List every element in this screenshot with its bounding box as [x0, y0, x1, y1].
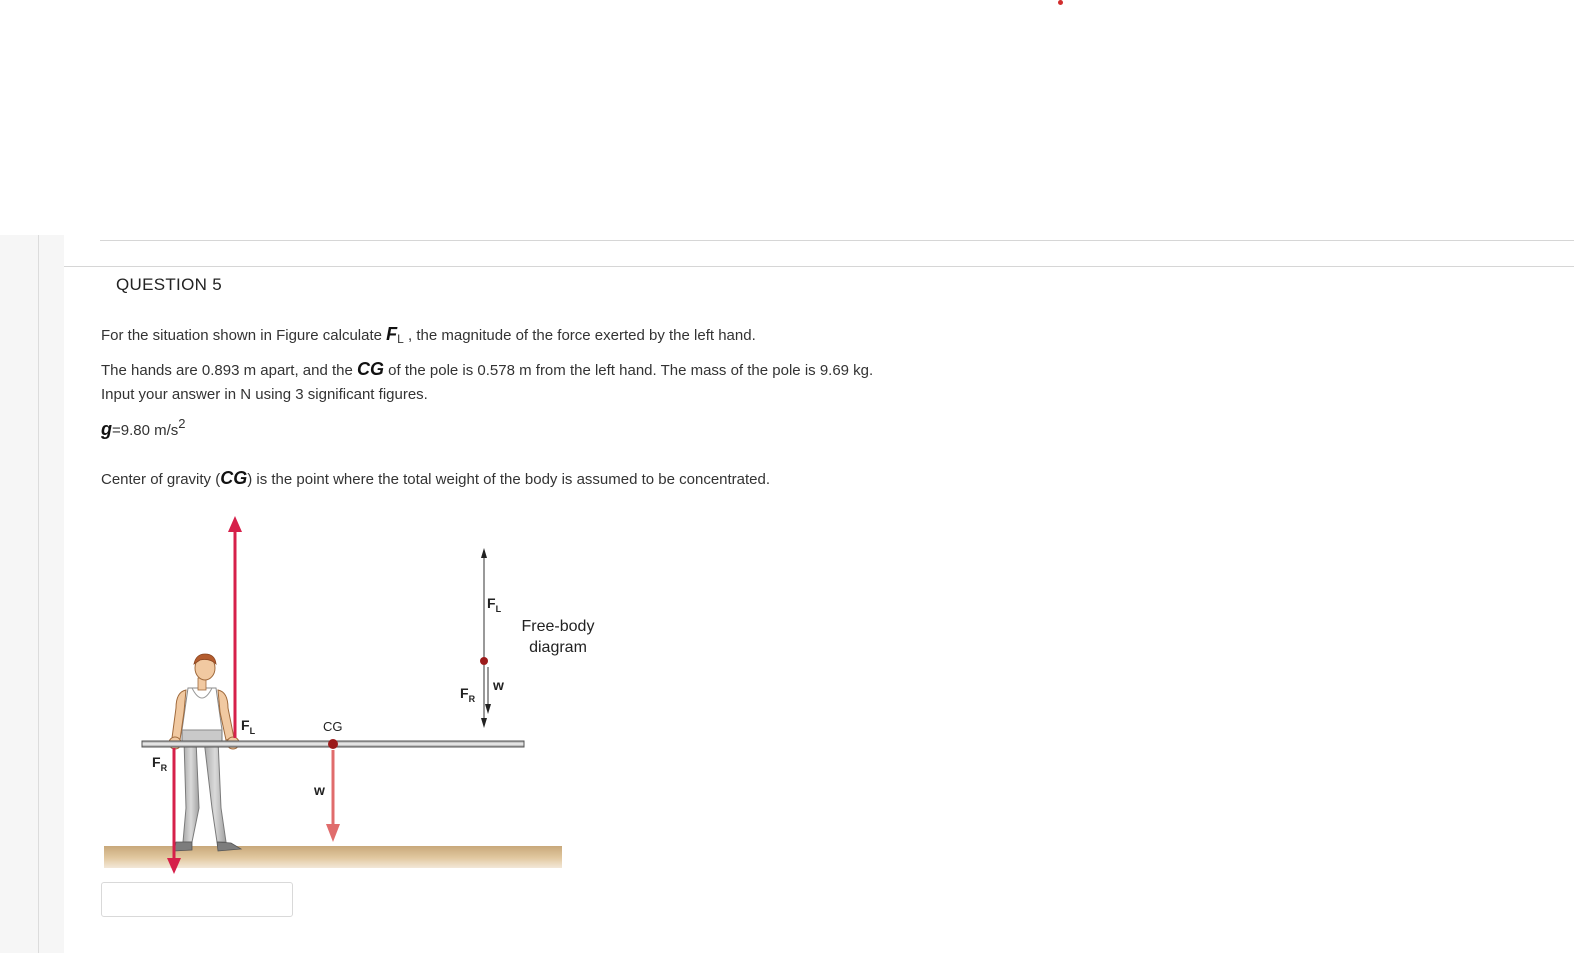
text: For the situation shown in Figure calculate [101, 327, 387, 344]
cg-label: CG [323, 719, 343, 734]
gravity-constant [101, 416, 186, 440]
text: ) is the point where the total weight of the body is assumed to be concentrated. [247, 471, 771, 488]
fbd-w-label: w [493, 677, 504, 693]
fr-label: $F_R$ [152, 754, 168, 773]
fl-label: $F_L$ [241, 717, 256, 736]
physics-figure [100, 512, 595, 874]
weight-arrowhead [326, 824, 340, 842]
red-indicator-dot [1058, 0, 1063, 5]
answer-input[interactable] [101, 882, 293, 917]
text: The hands are 0.893 m apart, and the [101, 362, 358, 379]
cg-dot [328, 739, 338, 749]
w-label: w [314, 782, 325, 798]
cg-definition [101, 468, 770, 489]
question-line-1 [101, 324, 756, 346]
person-figure [169, 654, 241, 851]
question-line-3: Input your answer in N using 3 significant figures. [101, 386, 428, 403]
cg-symbol: CG [357, 359, 385, 379]
free-body-diagram [460, 548, 594, 728]
left-gutter-inner [39, 235, 64, 953]
fl-symbol: F [386, 324, 398, 344]
g-value: =9.80 m/s [112, 422, 179, 439]
fbd-caption-2: diagram [529, 639, 587, 656]
left-gutter [0, 235, 39, 953]
fbd-caption-1: Free-body [521, 618, 595, 635]
fl-subscript: L [397, 332, 404, 346]
g-exponent: 2 [178, 416, 186, 431]
cg-symbol-definition: CG [220, 468, 248, 488]
fbd-fr-label: $F_R$ [460, 685, 476, 704]
fbd-fl-label: $F_L$ [487, 595, 502, 614]
text: of the pole is 0.578 m from the left hand. The mass of the pole is 9.69 kg. [384, 362, 874, 379]
question-line-2 [101, 359, 873, 380]
top-divider [100, 240, 1574, 241]
question-title: QUESTION 5 [116, 275, 222, 294]
question-divider [64, 266, 1574, 267]
text: Center of gravity ( [101, 471, 221, 488]
fl-arrowhead [228, 516, 242, 532]
g-symbol: g [101, 419, 112, 439]
fbd-dot [480, 657, 488, 665]
text: , the magnitude of the force exerted by the left hand. [403, 327, 756, 344]
